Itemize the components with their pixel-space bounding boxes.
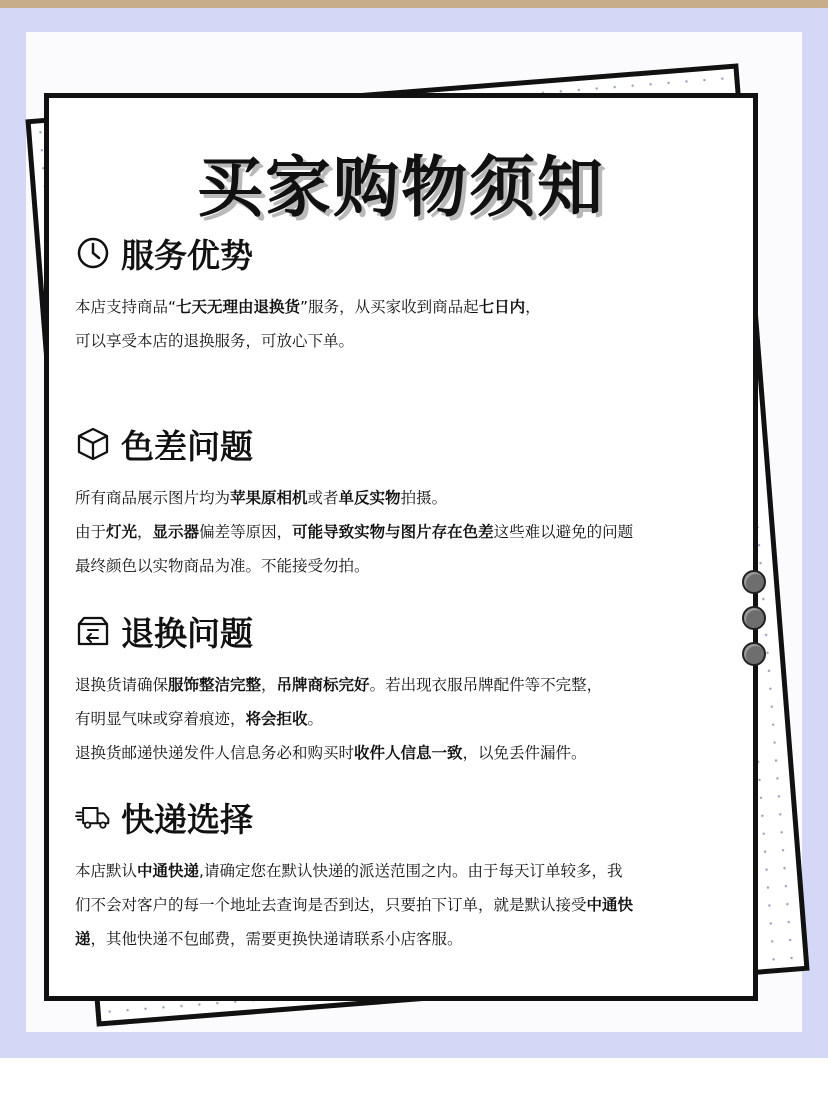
body-text: 可以享受本店的退换服务，可放心下单。 — [75, 332, 355, 350]
emphasis-text: 单反实物 — [338, 489, 401, 507]
body-text: ，其他快递不包邮费，需要更换快递请联系小店客服。 — [90, 930, 463, 948]
top-edge-strip — [0, 0, 828, 8]
body-line — [75, 668, 755, 702]
section-title: 色差问题 — [121, 426, 253, 466]
section-body — [75, 290, 755, 358]
body-line — [75, 549, 755, 583]
body-text: 。若出现衣服吊牌配件等不完整， — [369, 676, 603, 694]
body-text: 本店支持商品“ — [75, 298, 177, 316]
body-text: ”服务，从买家收到商品起 — [300, 298, 479, 316]
body-line — [75, 290, 755, 324]
body-line — [75, 922, 755, 956]
body-text: 最终颜色以实物商品为准。不能接受勿拍。 — [75, 557, 370, 575]
body-text: 本店默认 — [75, 862, 138, 880]
emphasis-text: 七天无理由退换货 — [176, 298, 301, 316]
section-title: 退换问题 — [121, 613, 253, 653]
emphasis-text: 显示器 — [152, 523, 200, 541]
notice-card — [44, 93, 758, 1001]
body-text: 拍摄。 — [400, 489, 448, 507]
section-return — [75, 608, 755, 770]
body-text: 或者 — [307, 489, 339, 507]
body-line — [75, 481, 755, 515]
body-text: ,请确定您在默认快递的派送范围之内。由于每天订单较多，我 — [199, 862, 623, 880]
emphasis-text: 可能导致实物与图片存在色差 — [292, 523, 494, 541]
emphasis-text: 收件人信息一致 — [354, 744, 463, 762]
body-text: 退换货请确保 — [75, 676, 169, 694]
emphasis-text: 吊牌商标完好 — [276, 676, 370, 694]
body-text: 们不会对客户的每一个地址去查询是否到达，只要拍下订单，就是默认接受 — [75, 896, 587, 914]
body-text: 这些难以避免的问题 — [493, 523, 634, 541]
bottom-margin — [0, 1058, 828, 1104]
body-line — [75, 854, 755, 888]
emphasis-text: 递 — [75, 930, 91, 948]
emphasis-text: 七日内 — [478, 298, 526, 316]
body-text: ，以免丢件漏件。 — [462, 744, 587, 762]
binder-ring — [742, 570, 766, 594]
delivery-truck-icon — [75, 799, 111, 835]
body-text: ， — [137, 523, 153, 541]
body-text: 有明显气味或穿着痕迹， — [75, 710, 246, 728]
emphasis-text: 服饰整洁完整 — [168, 676, 262, 694]
body-line — [75, 324, 755, 358]
clock-icon — [75, 235, 111, 271]
body-text: ， — [525, 298, 541, 316]
binder-ring — [742, 606, 766, 630]
emphasis-text: 将会拒收 — [245, 710, 308, 728]
emphasis-text: 中通快递 — [137, 862, 200, 880]
page-title: 买家购物须知 — [197, 149, 605, 226]
section-body — [75, 668, 755, 770]
section-header — [75, 794, 755, 840]
body-text: 由于 — [75, 523, 107, 541]
section-title: 快递选择 — [121, 799, 253, 839]
section-title: 服务优势 — [121, 235, 253, 275]
section-header — [75, 230, 755, 276]
body-text: ， — [261, 676, 277, 694]
body-line — [75, 736, 755, 770]
body-text: 。 — [307, 710, 324, 728]
section-delivery — [75, 794, 755, 956]
box-icon — [75, 426, 111, 462]
body-line — [75, 888, 755, 922]
section-service — [75, 230, 755, 358]
body-text: 偏差等原因， — [199, 523, 293, 541]
section-body — [75, 481, 755, 583]
emphasis-text: 中通快 — [586, 896, 634, 914]
binder-ring — [742, 642, 766, 666]
section-color — [75, 421, 755, 583]
section-header — [75, 608, 755, 654]
body-line — [75, 702, 755, 736]
return-icon — [75, 613, 111, 649]
body-line — [75, 515, 755, 549]
section-header — [75, 421, 755, 467]
section-body — [75, 854, 755, 956]
emphasis-text: 灯光 — [106, 523, 138, 541]
binder-rings — [742, 570, 766, 678]
body-text: 所有商品展示图片均为 — [75, 489, 231, 507]
emphasis-text: 苹果原相机 — [230, 489, 308, 507]
body-text: 退换货邮递快递发件人信息务必和购买时 — [75, 744, 355, 762]
